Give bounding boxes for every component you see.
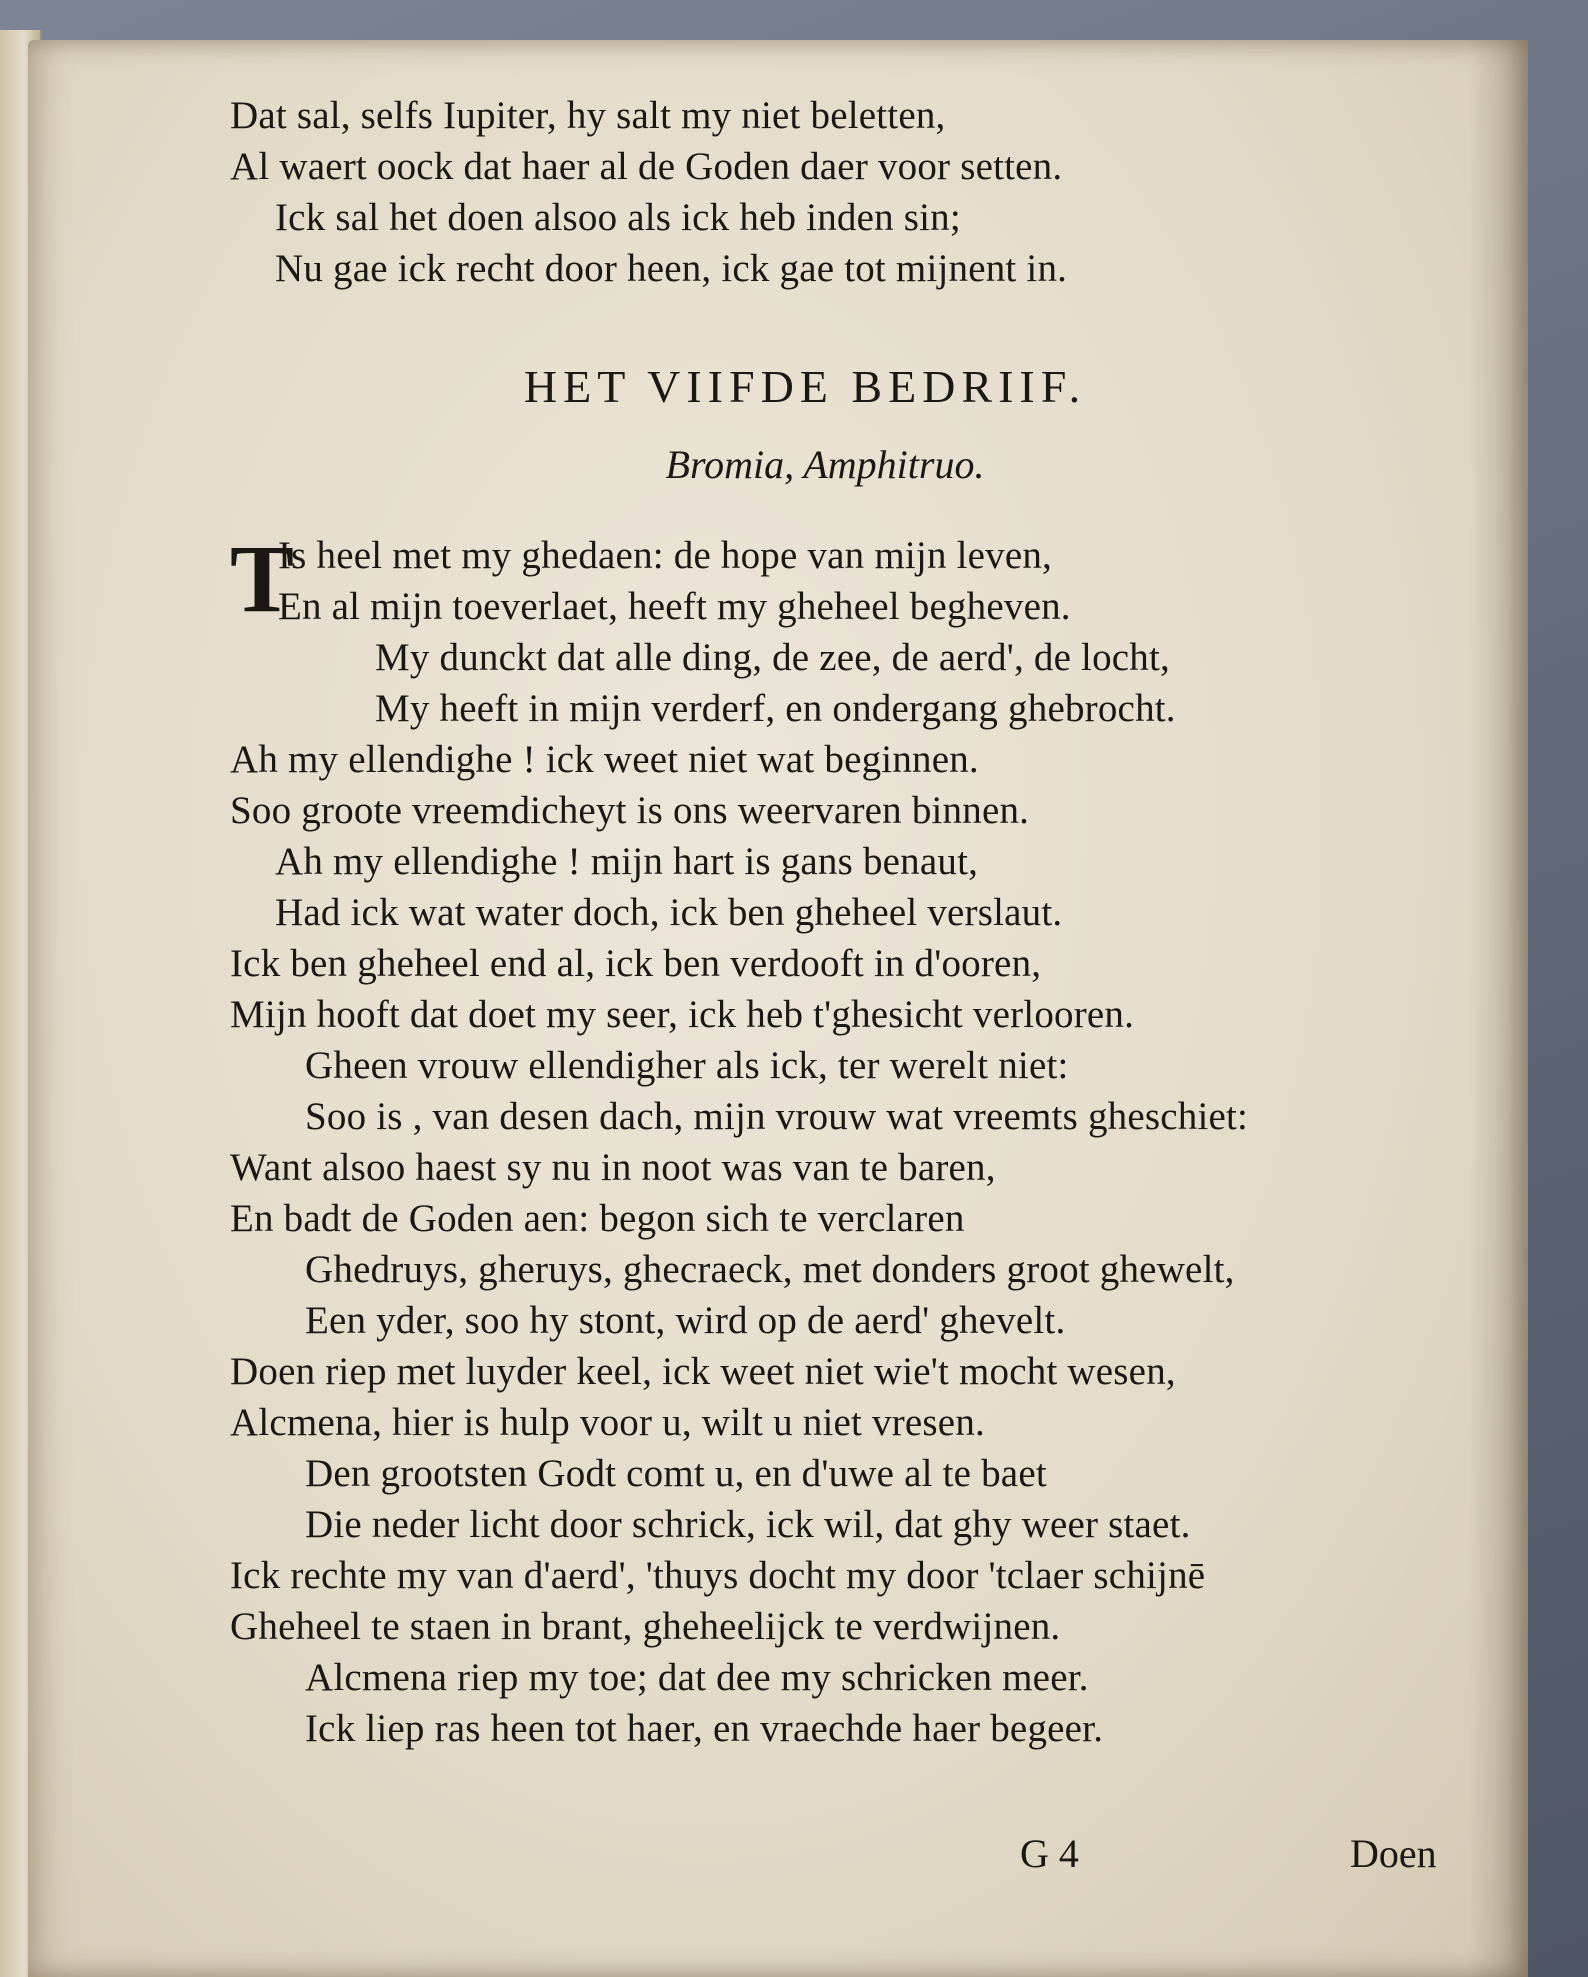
verse-line [230, 683, 1460, 734]
verse-line [230, 887, 1460, 938]
verse-line-text: Soo is , van desen dach, mijn vrouw wat vreemts gheschiet: [305, 1095, 1249, 1138]
verse-line-text: En al mijn toeverlaet, heeft my gheheel begheven. [278, 585, 1071, 628]
verse-line [230, 1703, 1460, 1754]
verse-line [230, 734, 1460, 785]
verse-line [230, 989, 1460, 1040]
verse-line [230, 141, 1460, 192]
verse-line [230, 785, 1460, 836]
page-text [230, 90, 1460, 1754]
verse-line-text: Ah my ellendighe ! ick weet niet wat beginnen. [230, 738, 979, 781]
speaker-names: Bromia, Amphitruo. [665, 442, 985, 487]
verse-line [230, 1244, 1460, 1295]
verse-line-text: Want alsoo haest sy nu in noot was van te baren, [230, 1146, 996, 1189]
verse-line-text: Mijn hooft dat doet my seer, ick heb t'ghesicht verlooren. [230, 993, 1135, 1036]
verse-line [230, 1448, 1460, 1499]
page-edge-shadow [1468, 40, 1528, 1977]
verse-line-text: My dunckt dat alle ding, de zee, de aerd', de locht, [375, 636, 1170, 679]
verse-line-text: Dat sal, selfs Iupiter, hy salt my niet beletten, [230, 94, 946, 137]
verse-line [230, 1499, 1460, 1550]
verse-line-text: Ick rechte my van d'aerd', 'thuys docht my door 'tclaer schijnē [230, 1554, 1206, 1597]
verse-line-text: Ick ben gheheel end al, ick ben verdooft in d'ooren, [230, 942, 1042, 985]
verse-line [230, 1550, 1460, 1601]
verse-line [230, 1601, 1460, 1652]
top-verse [230, 90, 1460, 294]
verse-line-text: Doen riep met luyder keel, ick weet niet wie't mocht wesen, [230, 1350, 1176, 1393]
verse-line-text: Alcmena, hier is hulp voor u, wilt u niet vresen. [230, 1401, 985, 1444]
verse-line [230, 938, 1460, 989]
verse-line-text: Is heel met my ghedaen: de hope van mijn leven, [278, 534, 1052, 577]
drop-cap: T [230, 525, 295, 632]
act-heading: HET VIIFDE BEDRIIF. [523, 361, 1087, 412]
catchword: Doen [1350, 1831, 1437, 1876]
verse-line [230, 1040, 1460, 1091]
verse-line [230, 243, 1460, 294]
verse-line [230, 90, 1460, 141]
verse-line-text: Gheheel te staen in brant, gheheelijck te verdwijnen. [230, 1605, 1061, 1648]
verse-line [230, 1346, 1460, 1397]
verse-line [230, 1397, 1460, 1448]
signature-mark: G 4 [1020, 1831, 1079, 1876]
verse-line-text: Nu gae ick recht door heen, ick gae tot mijnent in. [275, 247, 1068, 290]
verse-line-text: Ah my ellendighe ! mijn hart is gans benaut, [275, 840, 979, 883]
verse-line [230, 1295, 1460, 1346]
verse-line-text: Den grootsten Godt comt u, en d'uwe al te baet [305, 1452, 1047, 1495]
verse-line-text: Die neder licht door schrick, ick wil, dat ghy weer staet. [305, 1503, 1191, 1546]
verse-line-text: Had ick wat water doch, ick ben gheheel verslaut. [275, 891, 1063, 934]
verse-line [230, 1652, 1460, 1703]
verse-line-text: Al waert oock dat haer al de Goden daer voor setten. [230, 145, 1063, 188]
verse-line [230, 836, 1460, 887]
verse-line-text: Ick liep ras heen tot haer, en vraechde haer begeer. [305, 1707, 1104, 1750]
verse-line [230, 1142, 1460, 1193]
verse-line [230, 192, 1460, 243]
verse-line [230, 632, 1460, 683]
verse-line-text: Alcmena riep my toe; dat dee my schricken meer. [305, 1656, 1089, 1699]
verse-line-text: Een yder, soo hy stont, wird op de aerd' ghevelt. [305, 1299, 1066, 1342]
verse-line-text: En badt de Goden aen: begon sich te verclaren [230, 1197, 965, 1240]
verse-line [230, 1091, 1460, 1142]
verse-line [230, 1193, 1460, 1244]
verse-line-text: Ick sal het doen alsoo als ick heb inden sin; [275, 196, 961, 239]
main-verse [230, 525, 1460, 1754]
verse-line [230, 581, 1460, 632]
verse-line-text: Ghedruys, gheruys, ghecraeck, met donders groot ghewelt, [305, 1248, 1235, 1291]
verse-line-text: Soo groote vreemdicheyt is ons weervaren binnen. [230, 789, 1030, 832]
verse-line-text: Gheen vrouw ellendigher als ick, ter werelt niet: [305, 1044, 1069, 1087]
verse-line-text: My heeft in mijn verderf, en ondergang ghebrocht. [375, 687, 1176, 730]
